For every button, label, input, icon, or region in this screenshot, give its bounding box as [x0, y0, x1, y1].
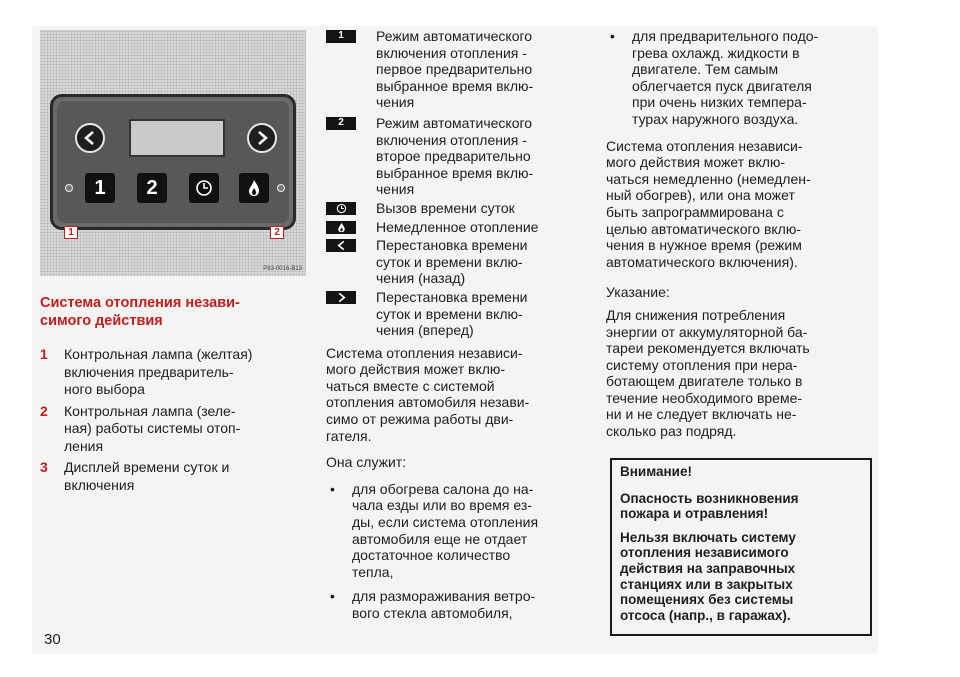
- arrow-left-icon: [83, 131, 97, 145]
- mode-item: [326, 115, 594, 198]
- warning-title: Внимание!: [620, 464, 692, 479]
- legend-number: 2: [40, 402, 48, 419]
- legend-item: [40, 346, 315, 399]
- legend-text: Дисплей времени суток и включения: [64, 459, 230, 493]
- indicator-lamp-yellow: [65, 184, 73, 192]
- bullet-dot: •: [610, 28, 615, 44]
- key-1: 1: [85, 173, 115, 203]
- arrow-right-icon: [255, 131, 269, 145]
- bullet-dot: •: [330, 588, 335, 605]
- legend-text: Контрольная лампа (желтая) включения предваритель- ного выбора: [64, 346, 253, 397]
- clock-icon: [326, 202, 356, 215]
- warning-box: [610, 458, 872, 636]
- legend-text: Контрольная лампа (зеле- ная) работы системы отоп- ления: [64, 402, 241, 454]
- time-display: [129, 119, 225, 157]
- mode-item: [326, 200, 594, 217]
- mode-item: [326, 237, 594, 287]
- callout-1: 1: [64, 226, 78, 239]
- legend-number: 1: [40, 346, 48, 362]
- mode-item: [326, 219, 594, 236]
- bullet-text: для предварительного подо- грева охлажд. жидкости в двигателе. Тем самым облегчается пуск двигателя при очень низких темпера- турах наружного воздуха.: [632, 28, 819, 127]
- mode-item: [326, 289, 594, 339]
- mode-text: Режим автоматического включения отопления - первое предварительно выбранное время вклю- чения: [376, 28, 534, 111]
- page-number: 30: [44, 631, 61, 648]
- arrow-right-button: [247, 123, 277, 153]
- clock-icon: [194, 178, 214, 198]
- callout-2: 2: [270, 226, 284, 239]
- bullet-text: для обогрева салона до на- чала езды или во время ез- ды, если система отопления автомобиля еще не отдает достаточное количество тепла,: [352, 480, 539, 580]
- figure-code: P83-0016-B13: [263, 266, 302, 272]
- key-2: 2: [137, 173, 167, 203]
- legend-item: [40, 403, 315, 456]
- flame-icon: [244, 178, 264, 198]
- mode-text: Режим автоматического включения отопления - второе предварительно выбранное время вклю- чения: [376, 114, 534, 198]
- flame-icon: [326, 221, 356, 234]
- arrow-left-button: [75, 123, 105, 153]
- mode-item: [326, 28, 594, 111]
- control-panel: [50, 94, 296, 230]
- mode-text: Немедленное отопление: [376, 218, 539, 235]
- right-column: [606, 28, 876, 440]
- note-text: Для снижения потребления энергии от аккумуляторной ба- тареи рекомендуется включать систему отопления при нера- ботающем двигателе только в течение необходимого време- ни и не следует включать не- сколько раз подряд.: [606, 306, 810, 440]
- bullet-item: [606, 28, 876, 128]
- control-panel-figure: [40, 30, 306, 276]
- bullet-item: [326, 588, 594, 621]
- paragraph: Система отопления независи- мого действия может вклю- чаться немедленно (немедлен- ный обогрев), или она может быть запрограммирована с целью автоматического вклю- чения в нужное время (режим автоматического включения).: [606, 137, 811, 270]
- mode-1-icon: 1: [326, 30, 356, 43]
- indicator-lamp-green: [277, 184, 285, 192]
- note-label: Указание:: [606, 284, 670, 301]
- clock-key: [189, 173, 219, 203]
- figure-legend: [40, 346, 315, 498]
- mode-2-icon: 2: [326, 117, 356, 130]
- section-heading: Система отопления незави- симого действия: [40, 295, 240, 329]
- legend-number: 3: [40, 459, 48, 475]
- warning-hazard: Опасность возникновения пожара и отравления!: [620, 490, 799, 522]
- mode-text: Перестановка времени суток и времени вклю- чения (назад): [376, 237, 528, 287]
- flame-key: [239, 173, 269, 203]
- bullet-item: [326, 481, 594, 581]
- bullet-dot: •: [330, 480, 335, 497]
- mode-text: Перестановка времени суток и времени вклю- чения (вперед): [376, 288, 528, 339]
- legend-item: [40, 459, 315, 494]
- arrow-left-icon: [326, 239, 356, 252]
- middle-column: [326, 28, 594, 622]
- paragraph: Система отопления независи- мого действия может вклю- чаться вместе с системой отопления автомобиля незави- симо от режима работы дви- гателя.: [326, 344, 530, 444]
- arrow-right-icon: [326, 291, 356, 304]
- bullet-text: для размораживания ветро- вого стекла автомобиля,: [352, 588, 536, 621]
- serves-label: Она служит:: [326, 454, 407, 471]
- mode-text: Вызов времени суток: [376, 199, 515, 216]
- warning-instruction: Нельзя включать систему отопления независимого действия на заправочных станциях или в закрытых помещениях без системы отсоса (напр., в гаражах).: [620, 529, 796, 623]
